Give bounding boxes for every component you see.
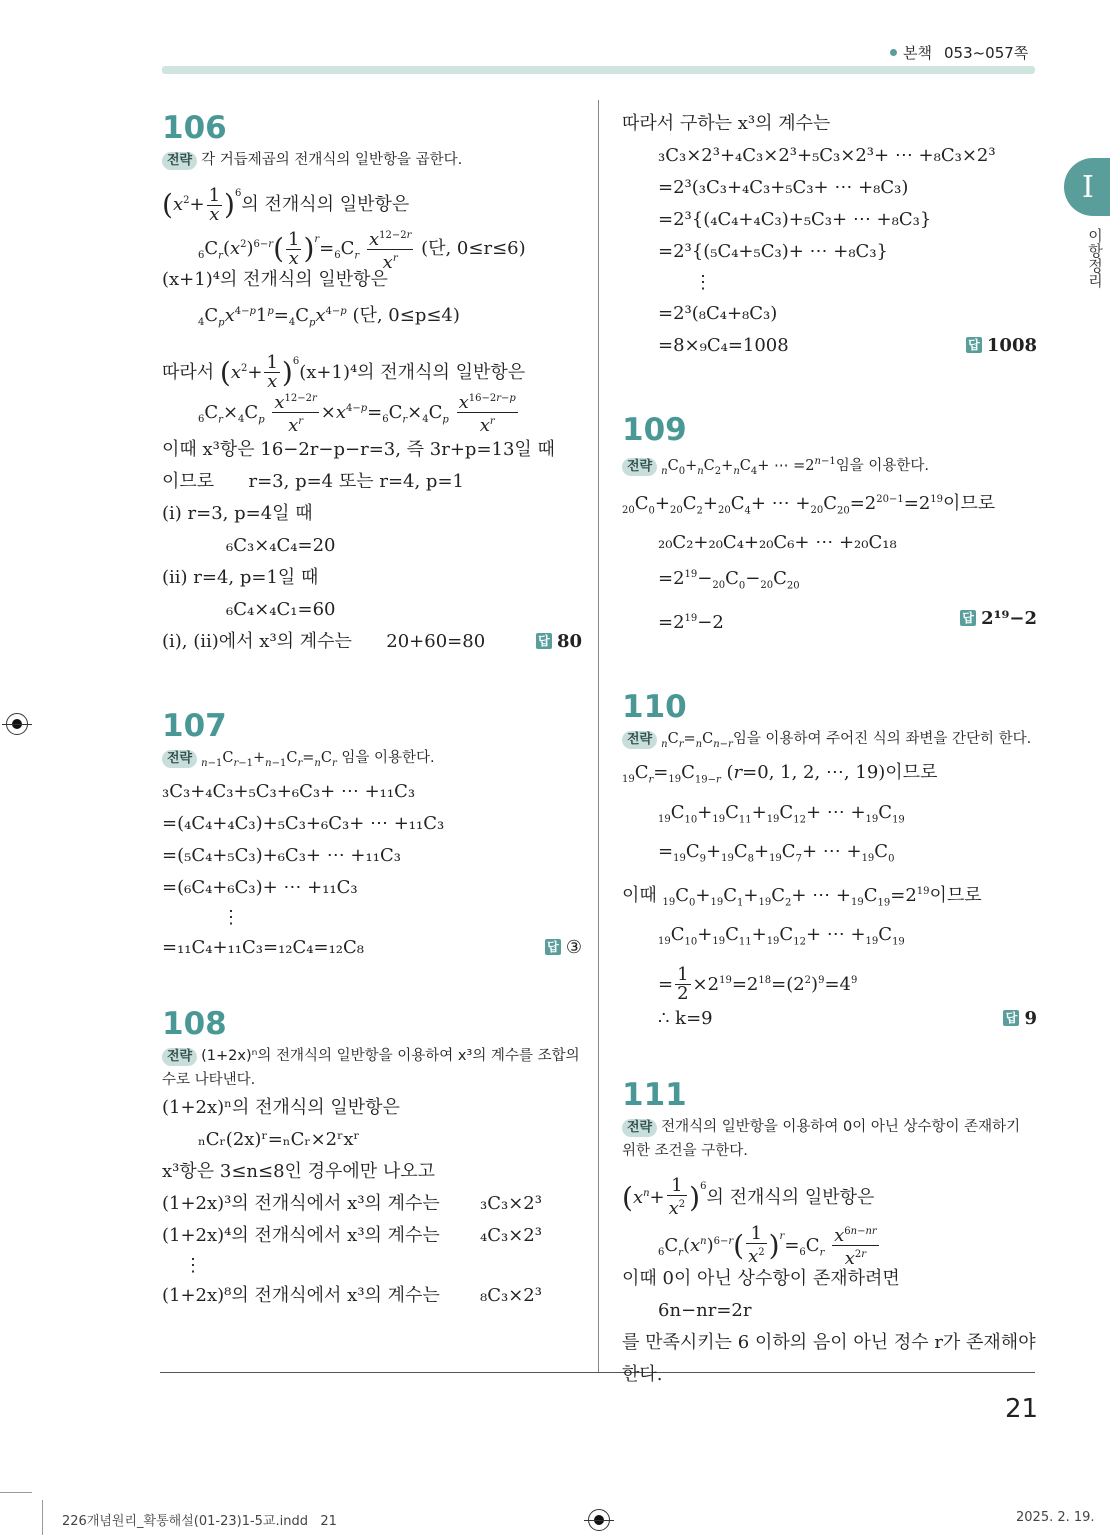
text: 이때 — [622, 884, 657, 906]
text-line — [162, 1220, 582, 1252]
text: 이므로 — [943, 492, 996, 514]
math-line: $=_{19}C_9+_{19}C_8+_{19}C_7+$ ⋯ $+_{19}C_0$ — [658, 841, 895, 865]
text-line: 이때 x³항은 16−2r−p−r=3, 즉 3r+p=13일 때 — [162, 438, 555, 460]
math-line: ($x^n+$ $\frac{1}{x^2}$ )$^6$의 전개식의 일반항은 — [622, 1175, 875, 1220]
strategy-badge: 전략 — [622, 1119, 657, 1137]
text: 이므로 — [885, 762, 938, 784]
strategy-badge: 전략 — [162, 152, 197, 170]
math-line: $_{19}C_{10}+_{19}C_{11}+_{19}C_{12}+$ ⋯ $+_{19}C_{19}$ — [658, 924, 905, 948]
math-line: $_6C_r(x^n)^{6-r}$( $\frac{1}{x^2}$ )$^r=_6C_r$ $\frac{x^{6n-nr}}{x^{2r}}$ — [658, 1223, 877, 1270]
answer-value: ③ — [565, 936, 582, 958]
problem-number: 107 — [162, 707, 227, 744]
strategy: 전략 $_{n-1}C_{r-1}+_{n-1}C_r=_nC_r$ 임을 이용한다. — [162, 746, 582, 776]
crop-mark — [42, 1500, 43, 1535]
answer-badge: 답 — [1003, 1010, 1019, 1026]
text: (x+1)⁴의 전개식의 일반항은 — [299, 361, 526, 383]
math-line — [622, 330, 1037, 362]
math-line: 따라서 ($x^2+$ $\frac{1}{x}$ )$^6$(x+1)⁴의 전개식의 일반항은 — [162, 352, 526, 393]
registration-mark-icon — [588, 1509, 610, 1531]
coefficient: ₃C₃×2³ — [480, 1192, 542, 1214]
strategy: 전략 $_nC_r=_nC_{n-r}$임을 이용하여 주어진 식의 좌변을 간단히 한다. — [622, 727, 1037, 757]
problem-number: 106 — [162, 110, 227, 146]
text: 의 전개식의 일반항은 — [706, 1186, 875, 1208]
book-label: 본책 — [903, 44, 932, 62]
answer-badge: 답 — [545, 939, 561, 955]
strategy-badge: 전략 — [162, 750, 197, 768]
text: ∴ k=9 — [658, 1007, 713, 1029]
text-line — [162, 1280, 582, 1312]
text-line: (i) r=3, p=4일 때 — [162, 502, 313, 524]
vertical-ellipsis: ⋮ — [694, 272, 712, 293]
math-line: =2³(₃C₃+₄C₃+₅C₃+ ⋯ +₈C₃) — [658, 177, 909, 198]
problem-number: 110 — [622, 689, 687, 726]
math-line: $_6C_r\times_4C_p$ $\frac{x^{12-2r}}{x^r}$ $\times x^{4-p}=_6C_r\times_4C_p$ $\frac{x^{16-2r-p}}{x^r}$ — [198, 392, 516, 437]
math-line: =2³{(₄C₄+₄C₃)+₅C₃+ ⋯ +₈C₃} — [658, 209, 932, 230]
strategy-badge: 전략 — [622, 731, 657, 749]
answer — [536, 626, 582, 658]
text-line: 를 만족시키는 6 이하의 음이 아닌 정수 r가 존재해야 한다. — [622, 1331, 1036, 1385]
right-column — [622, 108, 1037, 1391]
footer-filename: 226개념원리_확통해설(01-23)1-5교.indd 21 — [62, 1514, 337, 1529]
math-line: =(₄C₄+₄C₃)+₅C₃+₆C₃+ ⋯ +₁₁C₃ — [162, 812, 445, 834]
math-line: ($x^2+$ $\frac{1}{x}$ )$^6$의 전개식의 일반항은 — [162, 184, 410, 225]
strategy — [162, 148, 582, 172]
vertical-ellipsis: ⋮ — [222, 906, 240, 928]
text: (1+2x)⁸의 전개식에서 x³의 계수는 — [162, 1284, 440, 1306]
chapter-title: 이항정리 — [1086, 228, 1104, 288]
math-line: 이때 $_{19}C_0+_{19}C_1+_{19}C_2+$ ⋯ $+_{19}C_{19}=2^{19}$이므로 — [622, 884, 982, 909]
strategy-text: 각 거듭제곱의 전개식의 일반항을 곱한다. — [201, 152, 463, 168]
text-line: 이때 0이 아닌 상수항이 존재하려면 — [622, 1267, 900, 1289]
text: (1+2x)⁴의 전개식에서 x³의 계수는 — [162, 1224, 440, 1246]
registration-mark-icon — [6, 713, 28, 735]
coefficient: ₄C₃×2³ — [480, 1224, 542, 1246]
strategy — [162, 1044, 582, 1092]
column-divider — [598, 100, 599, 1373]
math-line: =2³(₈C₄+₈C₃) — [658, 303, 778, 324]
left-column — [162, 108, 582, 1312]
math-line: $_{19}C_{10}+_{19}C_{11}+_{19}C_{12}+$ ⋯ $+_{19}C_{19}$ — [658, 801, 905, 826]
answer-badge: 답 — [536, 633, 552, 649]
text-line: (1+2x)ⁿ의 전개식의 일반항은 — [162, 1096, 400, 1118]
answer-badge: 답 — [960, 610, 976, 626]
text-line: (ii) r=4, p=1일 때 — [162, 566, 319, 588]
text: 의 전개식의 일반항은 — [241, 194, 410, 215]
problem-107 — [162, 706, 582, 964]
math-line: ₃C₃+₄C₃+₅C₃+₆C₃+ ⋯ +₁₁C₃ — [162, 780, 416, 802]
text: (1+2x)³의 전개식에서 x³의 계수는 — [162, 1192, 440, 1214]
chapter-numeral: I — [1082, 169, 1094, 205]
answer-value: 80 — [556, 630, 582, 652]
answer — [966, 330, 1037, 362]
math-line: $_{19}C_r=_{19}C_{19-r}$ (r=0, 1, 2, ⋯, 19)이므로 — [622, 762, 938, 786]
answer-badge: 답 — [966, 337, 982, 353]
math-line: 6n−nr=2r — [658, 1299, 752, 1321]
conclusion-line — [162, 626, 582, 658]
text-line: 따라서 구하는 x³의 계수는 — [622, 113, 831, 134]
answer-value: 9 — [1024, 1007, 1037, 1029]
problem-number: 109 — [622, 412, 687, 448]
math-line: $=2^{19}-2$ 답 2¹⁹−2 — [622, 603, 1037, 639]
page-number: 21 — [1005, 1394, 1039, 1424]
coefficient: ₈C₃×2³ — [480, 1284, 542, 1306]
math-line: =2³{(₅C₄+₅C₃)+ ⋯ +₈C₃} — [658, 241, 889, 262]
strategy-badge: 전략 — [622, 458, 657, 476]
math-line: = $\frac{1}{2}$ $\times 2^{19}=2^{18}=(2^2)^9=4^9$ — [658, 964, 858, 1005]
answer — [1003, 1003, 1037, 1035]
math-line: ₙCᵣ(2x)ʳ=ₙCᵣ×2ʳxʳ — [198, 1128, 360, 1150]
strategy-text: 전개식의 일반항을 이용하여 0이 아닌 상수항이 존재하기 위한 조건을 구한다. — [622, 1118, 1021, 1159]
text-line — [162, 1188, 582, 1220]
text: 따라서 — [162, 361, 215, 383]
text-line: (x+1)⁴의 전개식의 일반항은 — [162, 269, 388, 290]
problem-number: 111 — [622, 1076, 687, 1113]
math-line — [162, 932, 582, 964]
crop-mark — [0, 1492, 32, 1493]
header-bar — [162, 66, 1035, 74]
math-line: =(₅C₄+₅C₃)+₆C₃+ ⋯ +₁₁C₃ — [162, 844, 401, 866]
math-line: $=2^{19}-_{20}C_0-_{20}C_{20}$ — [658, 568, 800, 593]
answer — [545, 932, 582, 964]
math-line: ₂₀C₂+₂₀C₄+₂₀C₆+ ⋯ +₂₀C₁₈ — [658, 532, 897, 554]
strategy-text: 임을 이용한다. — [341, 749, 435, 766]
condition: (단, 0≤r≤6) — [421, 238, 526, 259]
text-line: 이므로 r=3, p=4 또는 r=4, p=1 — [162, 470, 464, 492]
bullet-dot-icon — [890, 49, 897, 56]
text: (i), (ii)에서 x³의 계수는 20+60=80 — [162, 630, 486, 652]
problem-111 — [622, 1075, 1037, 1391]
math-line: ₆C₃×₄C₄=20 — [226, 534, 336, 556]
footer-date: 2025. 2. 19. — [1016, 1510, 1095, 1525]
problem-108 — [162, 1004, 582, 1312]
text: =8×₉C₄=1008 — [658, 335, 789, 356]
math-line — [622, 1003, 1037, 1035]
math-line: ₆C₄×₄C₁=60 — [226, 598, 336, 620]
problem-108-continued — [622, 108, 1037, 362]
math-line: ₃C₃×2³+₄C₃×2³+₅C₃×2³+ ⋯ +₈C₃×2³ — [658, 145, 996, 166]
answer-value: 2¹⁹−2 — [981, 608, 1037, 630]
page-range: 053~057쪽 — [943, 44, 1029, 62]
math-line: =(₆C₄+₆C₃)+ ⋯ +₁₁C₃ — [162, 876, 358, 898]
answer — [960, 603, 1037, 635]
strategy-text: 임을 이용하여 주어진 식의 좌변을 간단히 한다. — [732, 731, 1032, 748]
strategy-badge: 전략 — [162, 1048, 197, 1066]
math-line: $_6C_r(x^2)^{6-r}$( $\frac{1}{x}$ )$^r=_6C_r$ $\frac{x^{12-2r}}{x^r}$ (단, 0≤r≤6) — [198, 228, 526, 273]
math-line: $_4C_px^{4-p}1^p=_4C_px^{4-p}$ (단, 0≤p≤4) — [198, 305, 460, 329]
problem-109 — [622, 410, 1037, 639]
strategy-text: (1+2x)ⁿ의 전개식의 일반항을 이용하여 x³의 계수를 조합의 수로 나타낸다. — [162, 1047, 580, 1088]
problem-106 — [162, 108, 582, 658]
answer-value: 1008 — [986, 335, 1037, 356]
text: =₁₁C₄+₁₁C₃=₁₂C₄=₁₂C₈ — [162, 936, 365, 958]
chapter-tab — [1064, 158, 1110, 216]
problem-110 — [622, 687, 1037, 1035]
math-line: $_{20}C_0+_{20}C_2+_{20}C_4+$ ⋯ $+_{20}C_{20}=2^{20-1}=2^{19}$이므로 — [622, 492, 996, 517]
strategy — [622, 1115, 1037, 1163]
problem-number: 108 — [162, 1005, 227, 1042]
text: 이므로 — [929, 884, 982, 906]
page-reference — [890, 42, 1028, 63]
vertical-ellipsis: ⋮ — [184, 1254, 202, 1276]
text-line: x³항은 3≤n≤8인 경우에만 나오고 — [162, 1160, 436, 1182]
strategy: 전략 $_nC_0+_nC_2+_nC_4+$ ⋯ $=2^{n-1}$임을 이용한다. — [622, 450, 1037, 484]
condition: (단, 0≤p≤4) — [352, 305, 460, 326]
strategy-text: 임을 이용한다. — [835, 457, 929, 474]
